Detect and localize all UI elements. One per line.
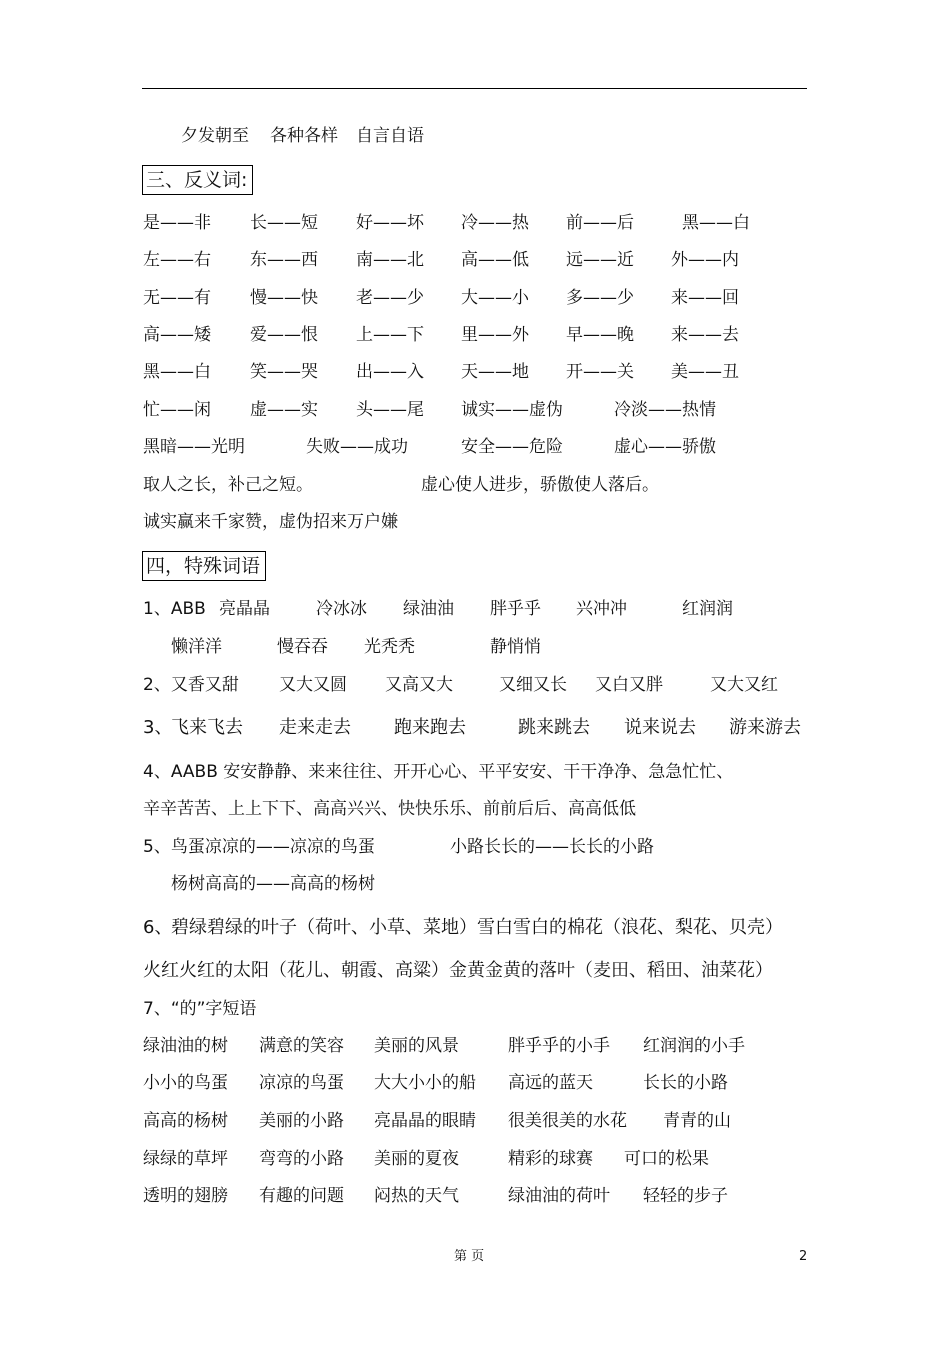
antonym-pair: 黑——白 bbox=[682, 213, 750, 233]
antonym-pair: 是——非 bbox=[143, 213, 211, 233]
antonym-pair: 无——有 bbox=[143, 288, 211, 308]
phrase: 绿绿的草坪 bbox=[143, 1149, 228, 1169]
word: 静悄悄 bbox=[490, 637, 541, 657]
antonym-pair: 头——尾 bbox=[356, 400, 424, 420]
word: 又高又大 bbox=[385, 675, 453, 695]
word: 兴冲冲 bbox=[576, 599, 627, 619]
aabb-line: 辛辛苦苦、上上下下、高高兴兴、快快乐乐、前前后后、高高低低 bbox=[143, 799, 636, 819]
idiom: 各种各样 bbox=[270, 126, 338, 146]
word: 又白又胖 bbox=[595, 675, 663, 695]
antonym-pair: 诚实——虚伪 bbox=[461, 400, 563, 420]
phrase: 美丽的小路 bbox=[259, 1111, 344, 1131]
antonym-row bbox=[0, 360, 950, 384]
antonym-pair: 美——丑 bbox=[671, 362, 739, 382]
antonym-pair: 高——矮 bbox=[143, 325, 211, 345]
antonym-pair: 里——外 bbox=[461, 325, 529, 345]
proverb-row bbox=[0, 473, 950, 497]
word-row bbox=[0, 597, 950, 621]
antonym-row bbox=[0, 248, 950, 272]
word: 绿油油 bbox=[403, 599, 454, 619]
word: 冷冰冰 bbox=[316, 599, 367, 619]
phrase: 青青的山 bbox=[663, 1111, 731, 1131]
antonym-pair: 前——后 bbox=[566, 213, 634, 233]
antonym-pair: 黑暗——光明 bbox=[143, 437, 245, 457]
phrase-row bbox=[0, 916, 950, 940]
antonym-pair: 远——近 bbox=[566, 250, 634, 270]
word: 慢吞吞 bbox=[277, 637, 328, 657]
antonym-pair: 高——低 bbox=[461, 250, 529, 270]
phrase: 弯弯的小路 bbox=[259, 1149, 344, 1169]
phrase-row bbox=[0, 1147, 950, 1171]
idiom: 自言自语 bbox=[356, 126, 424, 146]
word: 光秃秃 bbox=[364, 637, 415, 657]
proverb-row bbox=[0, 510, 950, 534]
word: 又大又圆 bbox=[279, 675, 347, 695]
phrase: 杨树高高的——高高的杨树 bbox=[171, 874, 375, 894]
word: 红润润 bbox=[682, 599, 733, 619]
phrase: 美丽的风景 bbox=[374, 1036, 459, 1056]
header-rule bbox=[142, 88, 807, 89]
antonym-row bbox=[0, 286, 950, 310]
phrase: 小路长长的——长长的小路 bbox=[450, 837, 654, 857]
antonym-pair: 南——北 bbox=[356, 250, 424, 270]
phrase: 大大小小的船 bbox=[374, 1073, 476, 1093]
antonym-pair: 大——小 bbox=[461, 288, 529, 308]
word: 又大又红 bbox=[710, 675, 778, 695]
antonym-pair: 多——少 bbox=[566, 288, 634, 308]
antonym-row bbox=[0, 398, 950, 422]
antonym-pair: 开——关 bbox=[566, 362, 634, 382]
phrase: 凉凉的鸟蛋 bbox=[259, 1073, 344, 1093]
antonym-pair: 爱——恨 bbox=[250, 325, 318, 345]
item-label: 6、 bbox=[143, 917, 173, 938]
word: 飞来飞去 bbox=[171, 717, 243, 738]
word: 胖乎乎 bbox=[490, 599, 541, 619]
antonym-pair: 上——下 bbox=[356, 325, 424, 345]
phrase-row bbox=[0, 835, 950, 859]
antonym-row bbox=[0, 323, 950, 347]
phrase: 可口的松果 bbox=[624, 1149, 709, 1169]
proverb: 诚实赢来千家赞，虚伪招来万户嫌 bbox=[143, 512, 398, 532]
phrase: 5、鸟蛋凉凉的——凉凉的鸟蛋 bbox=[143, 837, 375, 857]
footer-page-label: 第 页 bbox=[454, 1249, 485, 1264]
word: 跑来跑去 bbox=[394, 717, 466, 738]
antonym-pair: 冷淡——热情 bbox=[614, 400, 716, 420]
phrase-row bbox=[0, 1034, 950, 1058]
proverb: 取人之长，补己之短。 bbox=[143, 475, 313, 495]
antonym-row bbox=[0, 211, 950, 235]
phrase: 高高的杨树 bbox=[143, 1111, 228, 1131]
word: 又细又长 bbox=[499, 675, 567, 695]
phrase: 绿油油的荷叶 bbox=[508, 1186, 610, 1206]
section-heading-special-words: 四，特殊词语 bbox=[142, 551, 266, 581]
phrase: 有趣的问题 bbox=[259, 1186, 344, 1206]
phrase-row bbox=[0, 1184, 950, 1208]
idiom-line bbox=[0, 124, 950, 148]
phrase: 胖乎乎的小手 bbox=[508, 1036, 610, 1056]
phrase: 高远的蓝天 bbox=[508, 1073, 593, 1093]
word: 亮晶晶 bbox=[219, 599, 270, 619]
item-label: 3、 bbox=[143, 717, 173, 738]
word-row bbox=[0, 673, 950, 697]
antonym-pair: 左——右 bbox=[143, 250, 211, 270]
antonym-pair: 天——地 bbox=[461, 362, 529, 382]
item-label: 1、ABB bbox=[143, 599, 206, 619]
phrase: 闷热的天气 bbox=[374, 1186, 459, 1206]
antonym-pair: 来——回 bbox=[671, 288, 739, 308]
phrase: 精彩的球赛 bbox=[508, 1149, 593, 1169]
phrase: 长长的小路 bbox=[643, 1073, 728, 1093]
antonym-pair: 安全——危险 bbox=[461, 437, 563, 457]
word: 走来走去 bbox=[279, 717, 351, 738]
phrase: 亮晶晶的眼睛 bbox=[374, 1111, 476, 1131]
phrase-row bbox=[0, 1109, 950, 1133]
page-number: 2 bbox=[799, 1249, 808, 1264]
phrase: 小小的鸟蛋 bbox=[143, 1073, 228, 1093]
antonym-pair: 好——坏 bbox=[356, 213, 424, 233]
phrase: 碧绿碧绿的叶子（荷叶、小草、菜地）雪白雪白的棉花（浪花、梨花、贝壳） bbox=[171, 917, 783, 938]
antonym-pair: 外——内 bbox=[671, 250, 739, 270]
antonym-pair: 出——入 bbox=[356, 362, 424, 382]
phrase: 火红火红的太阳（花儿、朝霞、高粱）金黄金黄的落叶（麦田、稻田、油菜花） bbox=[143, 960, 773, 981]
proverb: 虚心使人进步，骄傲使人落后。 bbox=[421, 475, 659, 495]
word-row bbox=[0, 716, 950, 740]
phrase: 绿油油的树 bbox=[143, 1036, 228, 1056]
word: 跳来跳去 bbox=[518, 717, 590, 738]
word: 说来说去 bbox=[624, 717, 696, 738]
antonym-pair: 东——西 bbox=[250, 250, 318, 270]
phrase: 满意的笑容 bbox=[259, 1036, 344, 1056]
antonym-pair: 来——去 bbox=[671, 325, 739, 345]
antonym-pair: 忙——闲 bbox=[143, 400, 211, 420]
idiom: 夕发朝至 bbox=[181, 126, 249, 146]
antonym-pair: 失败——成功 bbox=[306, 437, 408, 457]
antonym-pair: 笑——哭 bbox=[250, 362, 318, 382]
aabb-line: 4、AABB 安安静静、来来往往、开开心心、平平安安、干干净净、急急忙忙、 bbox=[143, 762, 734, 782]
word: 2、又香又甜 bbox=[143, 675, 239, 695]
phrase: 美丽的夏夜 bbox=[374, 1149, 459, 1169]
word-row bbox=[0, 635, 950, 659]
antonym-pair: 虚——实 bbox=[250, 400, 318, 420]
antonym-pair: 老——少 bbox=[356, 288, 424, 308]
antonym-row bbox=[0, 435, 950, 459]
antonym-pair: 慢——快 bbox=[250, 288, 318, 308]
phrase: 轻轻的步子 bbox=[643, 1186, 728, 1206]
antonym-pair: 长——短 bbox=[250, 213, 318, 233]
antonym-pair: 黑——白 bbox=[143, 362, 211, 382]
antonym-pair: 冷——热 bbox=[461, 213, 529, 233]
word: 懒洋洋 bbox=[171, 637, 222, 657]
phrase: 很美很美的水花 bbox=[508, 1111, 627, 1131]
phrase: 透明的翅膀 bbox=[143, 1186, 228, 1206]
word: 游来游去 bbox=[729, 717, 801, 738]
section-heading-antonyms: 三、反义词: bbox=[142, 165, 253, 195]
antonym-pair: 虚心——骄傲 bbox=[614, 437, 716, 457]
phrase-row bbox=[0, 1071, 950, 1095]
item-title: 7、“的”字短语 bbox=[143, 999, 257, 1019]
phrase: 红润润的小手 bbox=[643, 1036, 745, 1056]
antonym-pair: 早——晚 bbox=[566, 325, 634, 345]
